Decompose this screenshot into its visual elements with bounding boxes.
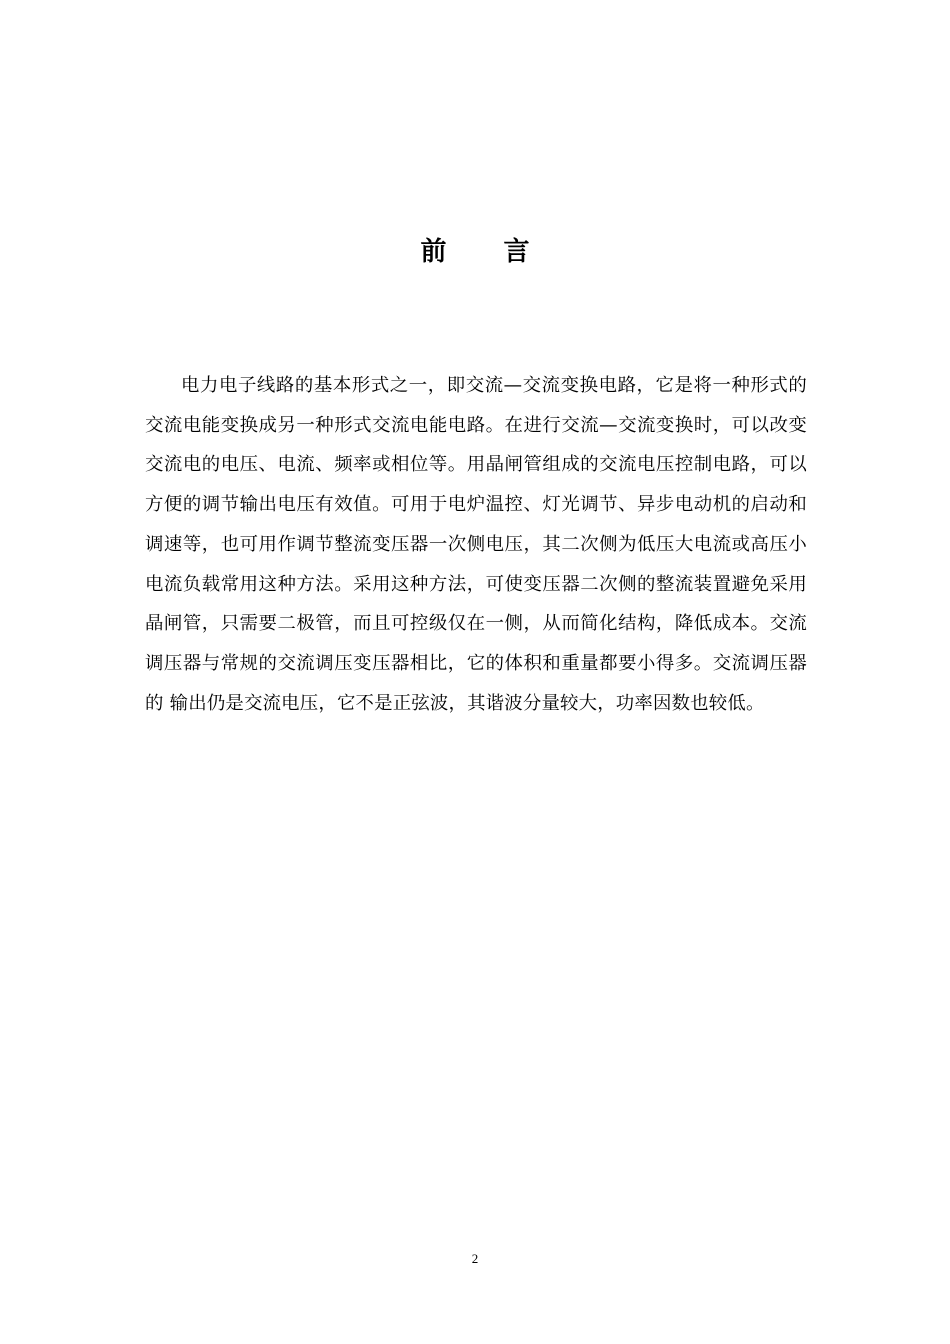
body-paragraph: 电力电子线路的基本形式之一，即交流—交流变换电路，它是将一种形式的交流电能变换成另一种形式交流电能电路。在进行交流—交流变换时，可以改变交流电的电压、电流、频率或相位等。用晶闸管组成的交流电压控制电路，可以方便的调节输出电压有效值。可用于电炉温控、灯光调节、异步电动机的启动和调速等，也可用作调节整流变压器一次侧电压，其二次侧为低压大电流或高压小电流负载常用这种方法。采用这种方法，可使变压器二次侧的整流装置避免采用晶闸管，只需要二极管，而且可控级仅在一侧，从而简化结构，降低成本。交流调压器与常规的交流调压变压器相比，它的体积和重量都要小得多。交流调压器的 输出仍是交流电压，它不是正弦波，其谐波分量较大，功率因数也较低。: [145, 375, 807, 714]
page-title: 前 言: [420, 237, 554, 267]
page-number: 2: [471, 1251, 479, 1266]
